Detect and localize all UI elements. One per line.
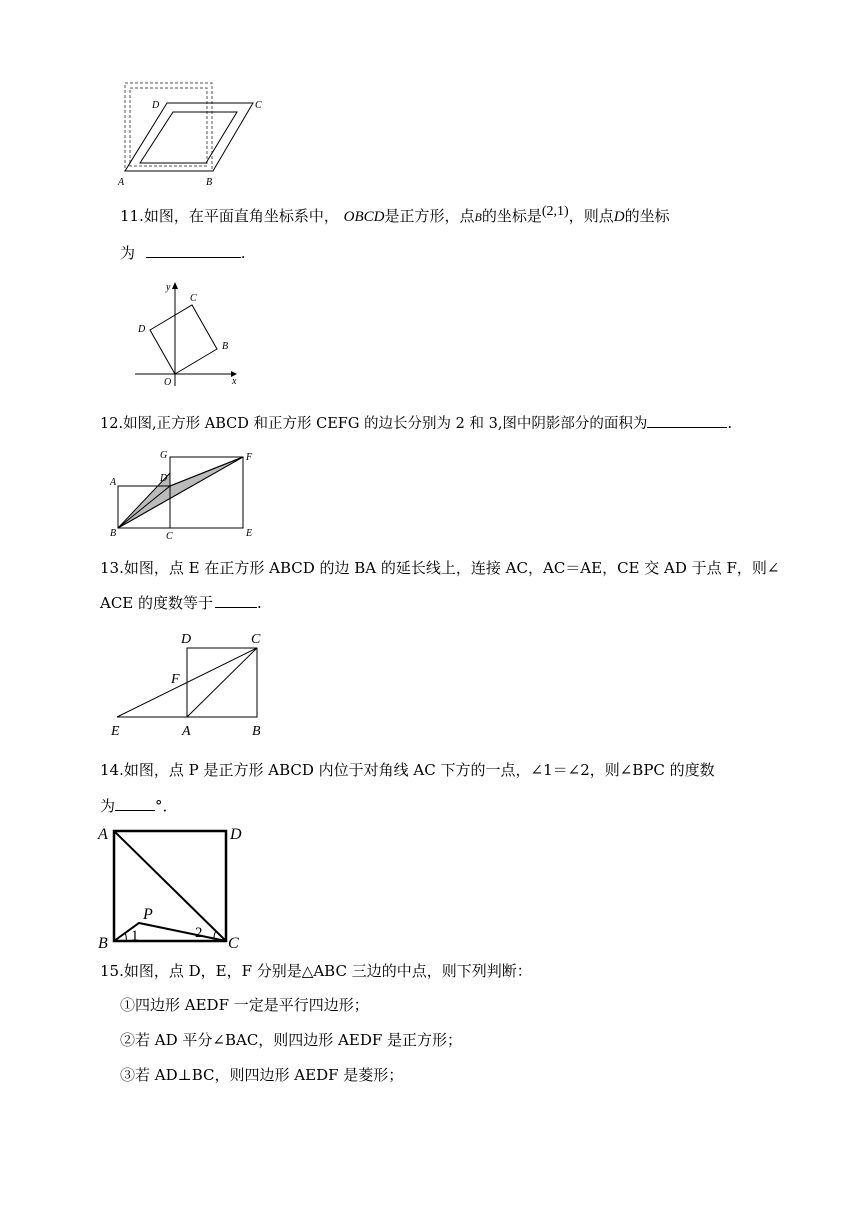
q14-line2-prefix: 为 [100, 797, 116, 815]
label-A: A [98, 826, 108, 843]
segment-AC [187, 648, 257, 717]
label-A: A [118, 177, 125, 188]
q11-line2 [120, 243, 246, 263]
label-angle-2: 2 [195, 925, 203, 941]
square-OBCD [150, 305, 217, 374]
q12-suffix: . [727, 416, 733, 432]
q14-line2-suffix: °． [155, 797, 178, 815]
angle-2-arc [214, 931, 216, 938]
y-axis-arrow [172, 282, 178, 289]
q15-line1 [100, 961, 532, 981]
q11-answer-blank[interactable] [146, 243, 241, 258]
label-C: C [255, 100, 262, 111]
dashed-inner-rect [130, 88, 207, 166]
q11-text-e: 的坐标 [624, 207, 670, 225]
q11-text-a: 如图，在平面直角坐标系中， [143, 207, 339, 225]
label-B: B [98, 935, 108, 952]
q15-item-1: ①四边形 AEDF 一定是平行四边形； [120, 996, 369, 1014]
label-A: A [182, 724, 191, 739]
q13-line1-text: 如图，点 E 在正方形 ABCD 的边 BA 的延长线上，连接 AC，AC＝AE，CE 交 AD 于点 F，则∠ [123, 559, 780, 577]
segment-BF [118, 457, 243, 528]
label-D: D [152, 100, 160, 111]
q14-number: 14. [100, 761, 124, 779]
q14-line1 [100, 760, 715, 780]
q11-text-c: 的坐标是 [481, 207, 542, 225]
label-O: O [164, 377, 172, 388]
q13-line2-suffix: . [257, 594, 262, 612]
q15-line1-text: 如图，点 D，E，F 分别是△ABC 三边的中点，则下列判断： [123, 962, 532, 980]
dashed-outer-rect [125, 83, 212, 171]
q11-shape: OBCD [343, 209, 385, 225]
q13-answer-blank[interactable] [215, 593, 257, 608]
outer-parallelogram [125, 103, 253, 171]
q11-line2-suffix: . [240, 244, 246, 262]
q12-number: 12. [100, 416, 124, 432]
label-B: B [110, 528, 117, 539]
label-B: B [206, 177, 213, 188]
q15-item-3: ③若 AD⊥BC，则四边形 AEDF 是菱形； [120, 1066, 404, 1084]
square-point-figure [95, 822, 255, 952]
q11-text-b: 是正方形，点 [384, 207, 475, 225]
q11-line1 [120, 206, 670, 228]
q15-item-2: ②若 AD 平分∠BAC，则四边形 AEDF 是正方形； [120, 1031, 463, 1049]
coordinate-square-figure [130, 280, 250, 395]
q11-number: 11. [120, 207, 144, 225]
label-F: F [246, 452, 253, 463]
segment-BD [118, 486, 170, 528]
label-F: F [171, 672, 180, 687]
label-B: B [252, 724, 261, 739]
q14-line2 [100, 796, 178, 816]
q13-line2 [100, 593, 262, 613]
q12-answer-blank[interactable] [647, 413, 727, 428]
q12-text: 如图,正方形 ABCD 和正方形 CEFG 的边长分别为 2 和 3,图中阴影部分的面积为 [123, 416, 648, 432]
label-E: E [111, 724, 120, 739]
parallelogram-figure [110, 80, 270, 190]
segment-DF [170, 457, 243, 486]
q11-point-d: D [613, 209, 625, 225]
q13-line2-text: ACE 的度数等于 [100, 594, 214, 612]
q15-number: 15. [100, 962, 124, 980]
label-B: B [222, 341, 229, 352]
label-D: D [181, 632, 192, 647]
q13-line1 [100, 558, 779, 578]
label-A: A [110, 477, 117, 488]
q14-answer-blank[interactable] [115, 796, 155, 811]
label-D: D [230, 826, 242, 843]
label-C: C [190, 293, 197, 304]
q11-text-d: ，则点 [568, 207, 614, 225]
q14-line1-text: 如图，点 P 是正方形 ABCD 内位于对角线 AC 下方的一点，∠1＝∠2，则∠BPC 的度数 [123, 761, 715, 779]
label-D: D [138, 324, 146, 335]
label-y: y [166, 282, 171, 293]
label-C: C [166, 531, 173, 542]
diagonal-AC [114, 831, 226, 941]
label-G: G [160, 450, 168, 461]
label-C: C [251, 632, 261, 647]
label-x: x [232, 376, 237, 387]
two-squares-figure [108, 450, 268, 540]
q11-line2-prefix: 为 [120, 244, 136, 262]
label-E: E [246, 528, 253, 539]
label-angle-1: 1 [131, 928, 139, 944]
q13-number: 13. [100, 559, 124, 577]
label-P: P [143, 906, 153, 923]
q12-line1 [100, 413, 732, 434]
label-D: D [160, 473, 168, 484]
q11-coord: (2,1) [541, 204, 569, 219]
label-C: C [228, 935, 239, 952]
q11-point-b: B [474, 210, 482, 224]
square-extension-figure [105, 630, 275, 740]
